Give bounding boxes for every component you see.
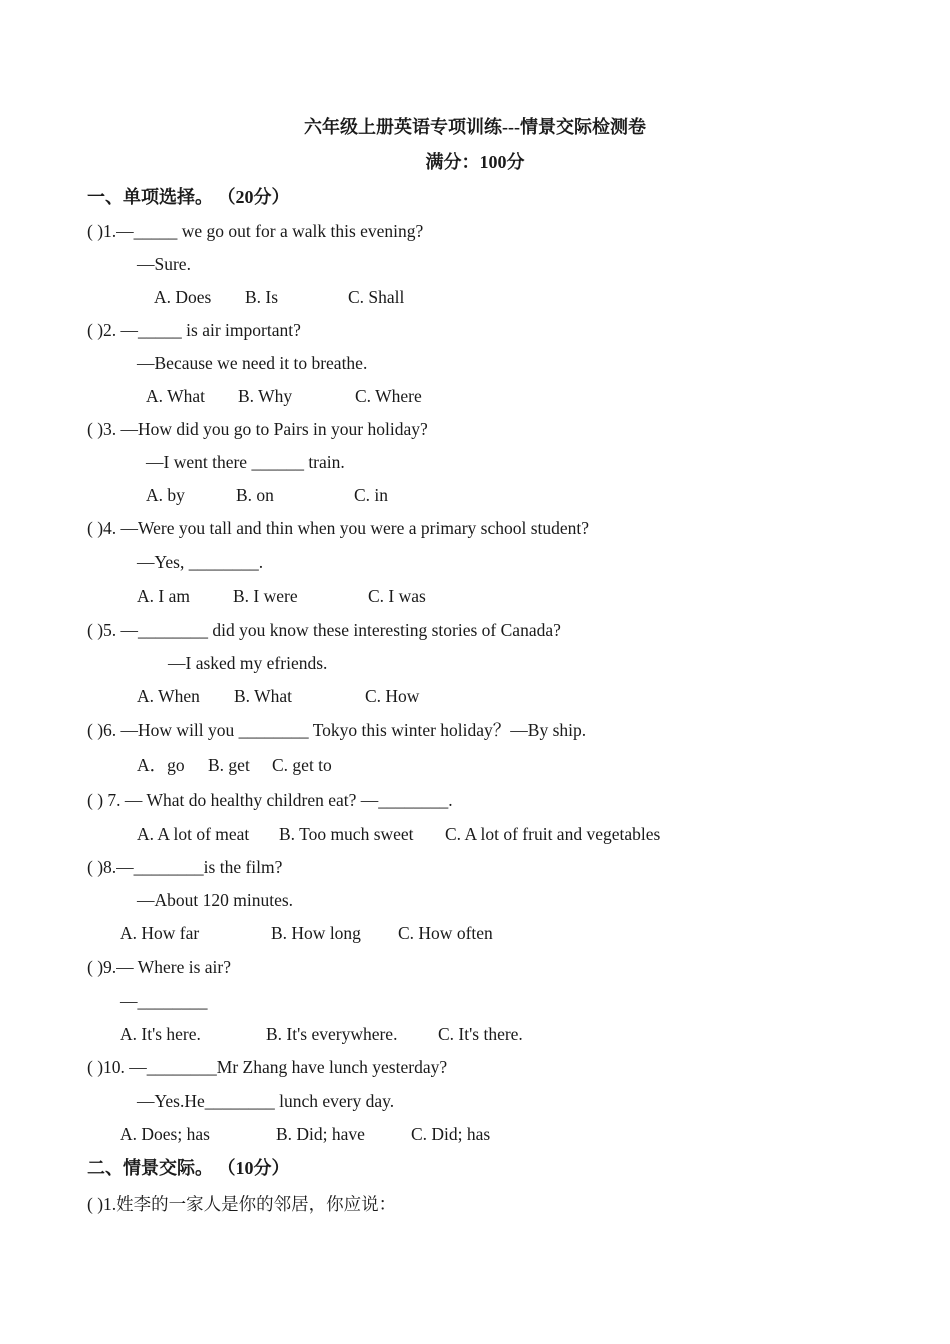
full-score: 满分：100分 [425, 152, 525, 172]
q6-option-a: A．go [137, 755, 185, 775]
q9-option-c: C. It's there. [438, 1024, 523, 1044]
q10-option-b: B. Did; have [276, 1124, 365, 1144]
q9-option-b: B. It's everywhere. [266, 1024, 398, 1044]
q9-option-a: A. It's here. [120, 1024, 201, 1044]
section1-heading: 一、单项选择。 （20分） [87, 187, 290, 207]
question-4: ( )4. —Were you tall and thin when you were a primary school student? [87, 518, 590, 538]
question-5: ( )5. —________ did you know these interesting stories of Canada? [87, 620, 561, 640]
q8-option-a: A. How far [120, 923, 200, 943]
q5-option-a: A. When [137, 686, 200, 706]
question-1-answer: —Sure. [137, 254, 191, 274]
question-2: ( )2. —_____ is air important? [87, 320, 301, 340]
question-6: ( )6. —How will you ________ Tokyo this winter holiday？—By ship. [87, 720, 587, 740]
exam-title: 六年级上册英语专项训练---情景交际检测卷 [304, 117, 646, 137]
q3-option-c: C. in [354, 485, 389, 505]
section2-question-1: ( )1.姓李的一家人是你的邻居，你应说： [87, 1194, 397, 1214]
q1-option-c: C. Shall [348, 287, 405, 307]
q5-option-c: C. How [365, 686, 420, 706]
q8-option-c: C. How often [398, 923, 493, 943]
q4-option-a: A. I am [137, 586, 190, 606]
q10-option-c: C. Did; has [411, 1124, 491, 1144]
q2-option-c: C. Where [355, 386, 422, 406]
q5-option-b: B. What [234, 686, 293, 706]
q1-option-a: A. Does [154, 287, 212, 307]
q6-option-c: C. get to [272, 755, 332, 775]
question-3-answer: —I went there ______ train. [146, 452, 345, 472]
q2-option-b: B. Why [238, 386, 293, 406]
q7-option-c: C. A lot of fruit and vegetables [445, 824, 661, 844]
question-10-answer: —Yes.He________ lunch every day. [137, 1091, 395, 1111]
question-3: ( )3. —How did you go to Pairs in your holiday? [87, 419, 428, 439]
q4-option-b: B. I were [233, 586, 298, 606]
q8-option-b: B. How long [271, 923, 361, 943]
q6-option-b: B. get [208, 755, 250, 775]
question-1: ( )1.—_____ we go out for a walk this evening? [87, 221, 424, 241]
question-2-answer: —Because we need it to breathe. [137, 353, 368, 373]
q2-option-a: A. What [146, 386, 205, 406]
q10-option-a: A. Does; has [120, 1124, 210, 1144]
q4-option-c: C. I was [368, 586, 426, 606]
question-10: ( )10. —________Mr Zhang have lunch yesterday? [87, 1057, 448, 1077]
question-4-answer: —Yes, ________. [137, 552, 264, 572]
question-9-answer: —________ [120, 991, 208, 1011]
q3-option-b: B. on [236, 485, 274, 505]
question-8-answer: —About 120 minutes. [137, 890, 294, 910]
q7-option-a: A. A lot of meat [137, 824, 250, 844]
question-8: ( )8.—________is the film? [87, 857, 283, 877]
q3-option-a: A. by [146, 485, 185, 505]
q7-option-b: B. Too much sweet [279, 824, 414, 844]
question-9: ( )9.— Where is air? [87, 957, 231, 977]
section2-heading: 二、情景交际。 （10分） [87, 1158, 290, 1178]
q1-option-b: B. Is [245, 287, 279, 307]
question-7: ( ) 7. — What do healthy children eat? —________. [87, 790, 453, 810]
question-5-answer: —I asked my efriends. [168, 653, 328, 673]
